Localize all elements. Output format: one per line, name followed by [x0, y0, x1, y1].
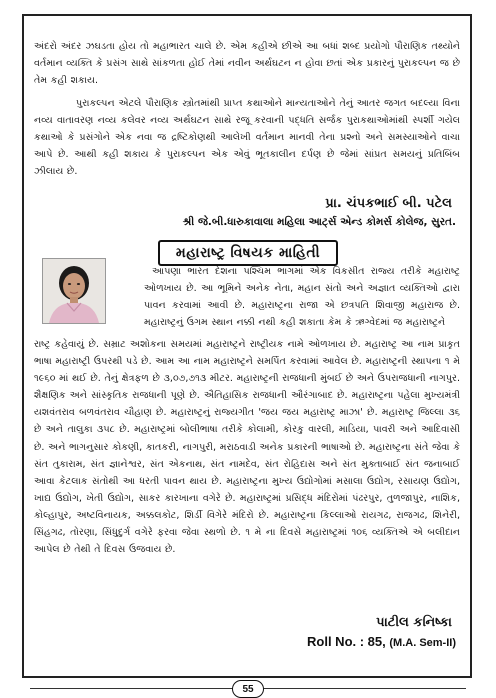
- section-paragraph-body: રાષ્ટ્ર કહેવાયું છે. સમ્રાટ અશોકના સમયમાં મહારાષ્ટ્રને રાષ્ટ્રીયક નામે ઓળખાય છે. મહારાષ્ટ્ર આ નામ પ્રાકૃત ભાષા મહારાષ્ટ્રી ઉપરથી પડે છે. આમ આ નામ મહારાષ્ટ્રને સમર્પિત કરવામાં આવેલ છે. મહારાષ્ટ્રની સ્થાપના ૧ મે ૧૯૬૦ માં થઈ છે. તેનું ક્ષેત્રફળ છે ૩,૦૭,૭૧૩ મીટર. મહારાષ્ટ્રની રાજધાની મુંબઈ છે અને ઉપરાજધાની નાગપુર. શૈક્ષણિક અને સાંસ્કૃતિક રાજધાની પૂણે છે. ઐતિહાસિક રાજધાની ઔરંગાબાદ છે. મહારાષ્ટ્રના પહેલા મુખ્યમંત્રી યશવંતરાવ બળવંતરાવ ચૌહાણ છે. મહારાષ્ટ્રનું રાજ્યગીત 'જય જય મહારાષ્ટ્ર માઝા' છે. મહારાષ્ટ્ર જિલ્લા ૩૬ છે અને તાલુકા ૩૫૮ છે. મહારાષ્ટ્રમાં બોલીભાષા તરીકે કોલામી, કોરકુ વારલી, માડિયા, પાવરી અને આદિવાસી છે. અને ભાગનુસાર કોકણી, કાતકરી, નાગપુરી, મરાઠવાડી અનેક પ્રકારની ભાષાઓ છે. મહારાષ્ટ્રના સંતે જેવા કે સંત તુકારામ, સંત જ્ઞાનેશ્વર, સંત એકનાથ, સંત નામદેવ, સંત રોહિદાસ અને સંત મુક્તાબાઈ સંત જનાબાઈ આવા કેટલાક સંતોથી આ ધરતી પાવન થાય છે. મહારાષ્ટ્રના મુખ્ય ઉદ્યોગોમાં મસાલા ઉદ્યોગ, રસાયણ ઉદ્યોગ, ખાદ્ય ઉદ્યોગ, ખેતી ઉદ્યોગ, સાકર કારખાના વગેરે છે. મહારાષ્ટ્રમાં પ્રસિદ્ધ મંદિરોમાં પંઢરપુર, તુળજાપુર, નાશિક, કોલ્હાપુર, અષ્ટવિનાયક, અક્કલકોટ, શિર્ડી વિગેરે મંદિરો છે. મહારાષ્ટ્રના કિલ્લાઓ રાયગઢ, રાજગઢ, શિનેરી, સિંહગઢ, તોરણા, સિંધુદુર્ગ વગેરે ફરવા જેવા સ્થળો છે. ૧ મે ના દિવસે મહારાષ્ટ્રમાં ૧૦૬ વ્યક્તિએ એ બલીદાન આપેલ છે તેથી તે દિવસ ઉજવાય છે.: [34, 339, 460, 556]
- article-author: પ્રા. ચંપકભાઈ બી. પટેલ: [325, 196, 452, 211]
- roll-number: [307, 634, 456, 649]
- page-number: 55: [232, 680, 264, 698]
- article-paragraph-2: પુરાકલ્પન એટલે પૌરાણિક સ્ત્રોતમાંથી પ્રાપ્ત કથાઓને માન્યતાઓને તેનું આતર જગત બદલ્યા વિના નવ્ય વાતાવરણ નવ્ય કલેવર નવ્ય અર્થઘટન સાથે રજૂ કરવાની પદ્ધતિ સર્જક પુરાકથાઓમાંથી સ્પર્શી ગયેલ કથાઓ કે પ્રસંગોને એક નવા જ દ્રષ્ટિકોણથી આલેખી વર્તમાન માનવી તેના પ્રશ્નો અને સમસ્યાઓને વાચા આપે છે. આથી કહી શકાય કે પુરાકલ્પન એક એવું ભૂતકાલીન દર્પણ છે જેમાં સાંપ્રત સમયનું પ્રતિબિંબ ઝીલાય છે.: [34, 98, 460, 178]
- article-paragraph-1: અંદરો અંદર ઝઘડતા હોય તો મહાભારત ચાલે છે. એમ કહીએ છીએ આ બધાં શબ્દ પ્રયોગો પૌરાણિક તથ્યોને વર્તમાન વ્યક્તિ કે પ્રસંગ સાથે સાંકળતા હોઈ તેમાં નવીન અર્થઘટન ન હોવા છતાં એક પ્રકારનું પુરાકલ્પન જ છે તેમ કહી શકાય.: [34, 41, 460, 87]
- section-heading-text: મહારાષ્ટ્ર વિષયક માહિતી: [175, 245, 321, 261]
- section-paragraph-intro: આપણા ભારત દેશના પશ્ચિમ ભાગમાં એક વિકસીત રાજ્ય તરીકે મહારાષ્ટ્ર ઓળખાય છે. આ ભૂમિને અનેક નેતા, મહાન સંતો અને અજ્ઞાત વ્યક્તિઓ દ્વારા પાવન કરવામાં આવી છે. મહારાષ્ટ્રના રાજા એ છત્રપતિ શિવાજી મહારાજ છે. મહારાષ્ટ્રનું ઉગમ સ્થાન નક્કી નથી કહી શકાતા કેમ કે ઋગ્વેદમાં જ મહારાષ્ટ્રને: [144, 266, 460, 329]
- roll-number-text: Roll No. : 85,: [307, 634, 386, 649]
- semester-text: (M.A. Sem-II): [389, 637, 456, 649]
- author-photo: [42, 258, 106, 324]
- student-name: પાટીલ કનિષ્કા: [376, 615, 452, 630]
- article-college: શ્રી જે.બી.ધારુકાવાલા મહિલા આર્ટ્સ એન્ડ કોમર્સ કોલેજ, સુરત.: [182, 216, 456, 228]
- portrait-image: [43, 259, 105, 323]
